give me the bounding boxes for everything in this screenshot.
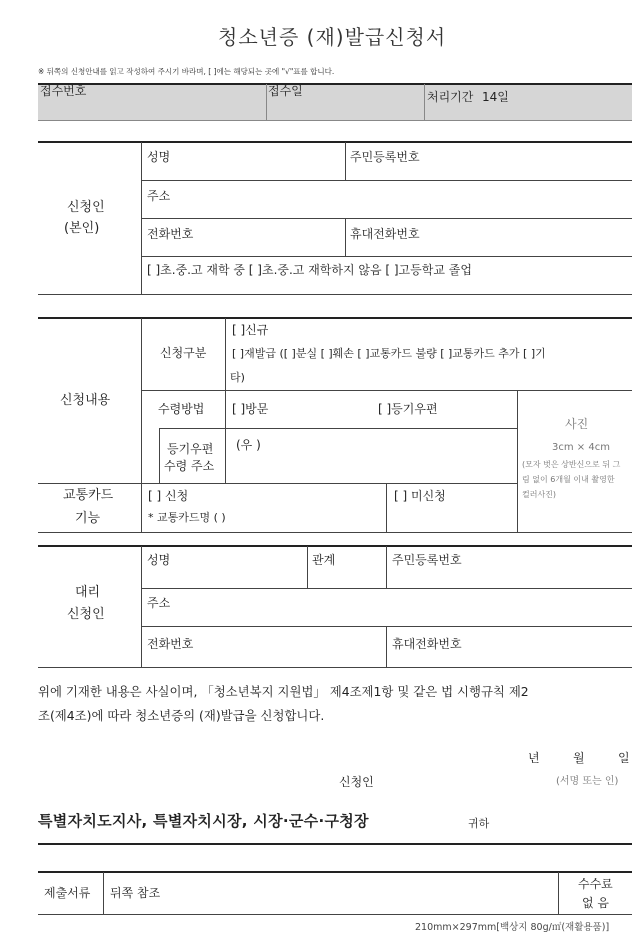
agent-relation-label: 관계 <box>312 553 336 567</box>
photo-note-line-1: (모자 벗은 상반신으로 뒤 그 <box>522 460 621 469</box>
agent-address-label: 주소 <box>147 596 171 610</box>
transit-card-apply-option[interactable]: [ ] 신청 <box>148 489 189 503</box>
receive-visit-option[interactable]: [ ]방문 <box>232 402 269 416</box>
applicant-address-label: 주소 <box>147 189 171 203</box>
processing-period-label: 처리기간 <box>427 90 474 104</box>
transit-card-label: 교통카드 <box>63 488 114 503</box>
agent-mobile-label: 휴대전화번호 <box>392 637 462 651</box>
form-notice: ※ 뒤쪽의 신청안내를 읽고 작성하여 주시기 바라며, [ ]에는 해당되는 곳에 "√"표를 합니다. <box>38 67 335 76</box>
recipient-suffix: 귀하 <box>468 817 490 830</box>
processing-period-value: 14일 <box>482 90 509 104</box>
applicant-section-label: 신청인 <box>67 200 105 215</box>
receipt-box <box>38 84 632 120</box>
type-new-option[interactable]: [ ]신규 <box>232 323 269 337</box>
receive-mail-option[interactable]: [ ]등기우편 <box>378 402 438 416</box>
receipt-date-label: 접수일 <box>268 84 303 98</box>
transit-card-name-field[interactable]: * 교통카드명 ( ) <box>148 511 226 524</box>
statement-line-1: 위에 기재한 내용은 사실이며, 「청소년복지 지원법」 제4조제1항 및 같은 법 시행규칙 제2 <box>38 684 529 699</box>
request-section-label: 신청내용 <box>60 393 111 408</box>
mail-address-field[interactable]: (우 ) <box>236 438 261 452</box>
agent-section-label: 대리 <box>75 585 101 600</box>
fee-value: 없 음 <box>582 896 609 910</box>
date-year-label: 년 <box>528 751 540 765</box>
fee-label: 수수료 <box>578 877 613 891</box>
request-type-label: 신청구분 <box>160 346 207 360</box>
applicant-section-sublabel: (본인) <box>64 221 100 236</box>
photo-size: 3cm × 4cm <box>552 442 610 453</box>
mail-address-label: 등기우편 <box>167 442 214 456</box>
applicant-phone-label: 전화번호 <box>147 227 194 241</box>
applicant-name-label: 성명 <box>147 150 171 164</box>
agent-section-sublabel: 신청인 <box>67 607 105 622</box>
signer-note: (서명 또는 인) <box>556 776 619 787</box>
photo-note-line-2: 림 없이 6개월 이내 촬영한 <box>522 475 615 484</box>
agent-name-label: 성명 <box>147 553 171 567</box>
photo-box-title: 사진 <box>565 417 589 431</box>
submission-docs-value: 뒤쪽 참조 <box>110 886 161 900</box>
date-month-label: 월 <box>573 751 585 765</box>
applicant-mobile-label: 휴대전화번호 <box>350 227 420 241</box>
statement-line-2: 조(제4조)에 따라 청소년증의 (재)발급을 신청합니다. <box>38 708 325 723</box>
school-status-options[interactable]: [ ]초.중.고 재학 중 [ ]초.중.고 재학하지 않음 [ ]고등학교 졸업 <box>147 263 472 277</box>
applicant-rrn-label: 주민등록번호 <box>350 150 420 164</box>
photo-note-line-3: 컬러사진) <box>522 490 557 499</box>
recipient-title: 특별자치도지사, 특별자치시장, 시장·군수·구청장 <box>38 812 369 830</box>
agent-rrn-label: 주민등록번호 <box>392 553 462 567</box>
transit-card-no-apply-option[interactable]: [ ] 미신청 <box>394 489 446 503</box>
type-reissue-option[interactable]: [ ]재발급 ([ ]분실 [ ]훼손 [ ]교통카드 불량 [ ]교통카드 추가 [ ]기 <box>232 347 546 360</box>
date-day-label: 일 <box>618 751 630 765</box>
receipt-number-label: 접수번호 <box>40 84 87 98</box>
transit-card-sublabel: 기능 <box>75 511 101 526</box>
signer-label: 신청인 <box>339 775 374 789</box>
mail-address-sublabel: 수령 주소 <box>164 459 215 473</box>
agent-phone-label: 전화번호 <box>147 637 194 651</box>
receive-method-label: 수령방법 <box>158 402 205 416</box>
type-reissue-continuation: 타) <box>230 371 245 384</box>
paper-spec: 210mm×297mm[백상지 80g/㎡(재활용품)] <box>415 922 610 933</box>
submission-docs-label: 제출서류 <box>44 886 91 900</box>
page-title: 청소년증 (재)발급신청서 <box>218 25 447 49</box>
